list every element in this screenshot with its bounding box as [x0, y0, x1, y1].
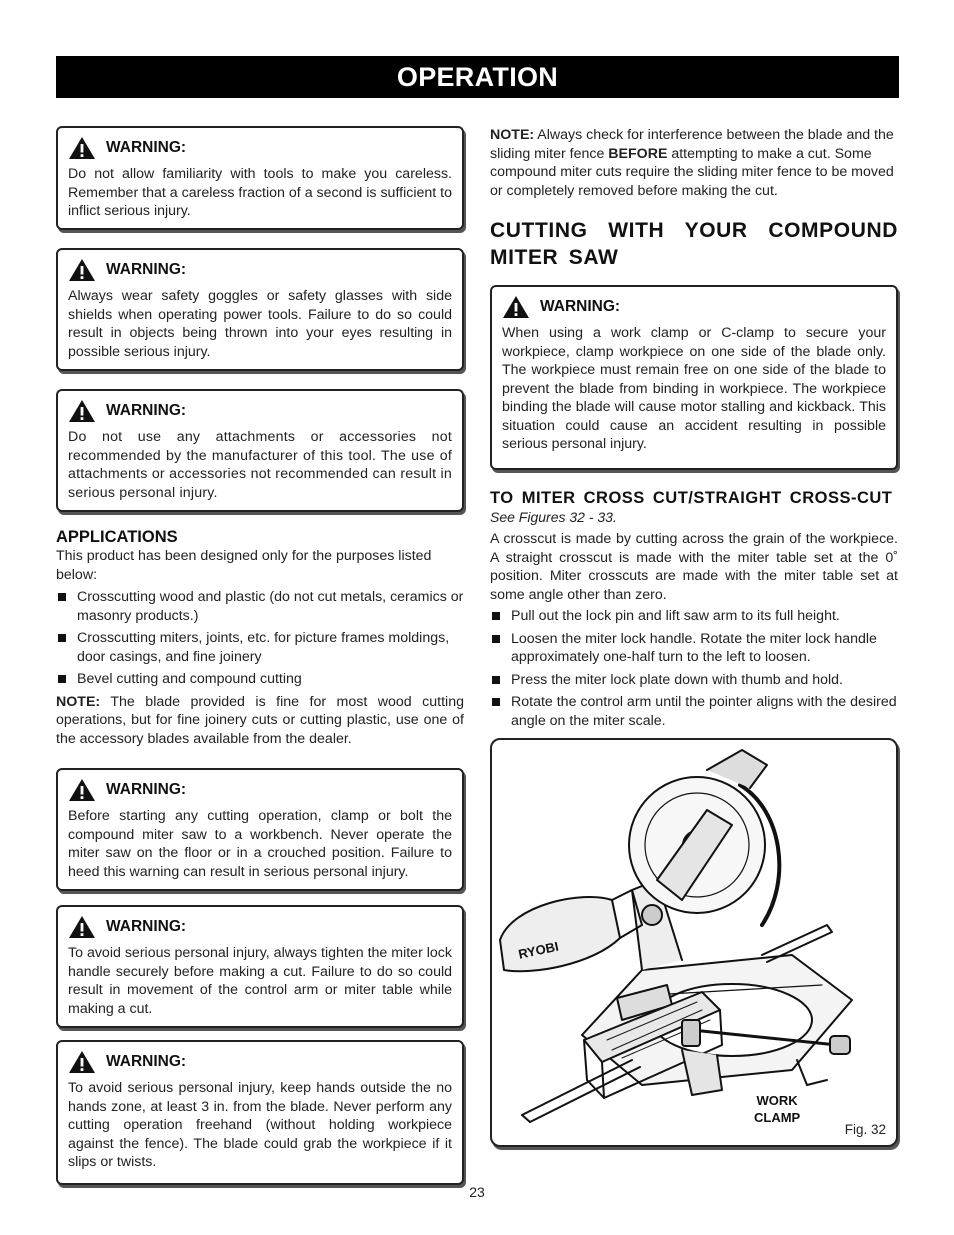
applications-list	[56, 588, 464, 689]
see-figures: See Figures 32 - 33.	[490, 509, 617, 525]
warning-label: WARNING:	[106, 402, 187, 419]
warning-triangle-icon	[68, 915, 96, 939]
warning-text: Do not allow familiarity with tools to make you careless. Remember that a careless fraction of a second is sufficient to inflict serious injury.	[68, 166, 452, 219]
warning-header	[68, 778, 452, 802]
warning-box-goggles	[56, 248, 464, 371]
label-line-1: WORK	[756, 1093, 798, 1108]
applications-note	[56, 693, 464, 749]
warning-text: Always wear safety goggles or safety glasses with side shields when operating power tools. Failure to do so could result in objects being thrown into your eyes resulting in possible serious injury.	[68, 288, 452, 360]
note-label: NOTE:	[490, 127, 535, 143]
list-item: Crosscutting wood and plastic (do not cut metals, ceramics or masonry products.)	[56, 588, 464, 625]
warning-text: To avoid serious personal injury, keep hands outside the no hands zone, at least 3 in. from the blade. Never perform any cutting operation freehand (without holding workpiece against the fence). The blade could grab the workpiece if it slips or twists.	[68, 1080, 452, 1170]
fence-note	[490, 126, 898, 200]
note-text-b: attempting to make a cut. Some compound miter cuts require the sliding miter fence to be moved or completely removed before making the cut.	[490, 145, 894, 199]
figure-caption: Fig. 32	[844, 1122, 886, 1137]
warning-box-clamp-saw	[56, 768, 464, 891]
warning-text: Before starting any cutting operation, clamp or bolt the compound miter saw to a workbench. Never operate the miter saw on the floor or in a crouched position. Failure to heed this warning can result in serious personal injury.	[68, 808, 452, 880]
warning-header	[502, 295, 886, 319]
label-line-2: CLAMP	[754, 1110, 801, 1125]
warning-box-familiarity	[56, 126, 464, 230]
warning-triangle-icon	[68, 1050, 96, 1074]
warning-triangle-icon	[68, 778, 96, 802]
warning-label: WARNING:	[106, 1053, 187, 1070]
section-title: CUTTING WITH YOUR COMPOUND MITER SAW	[490, 219, 898, 269]
warning-header	[68, 915, 452, 939]
note-text: The blade provided is fine for most wood cutting operations, but for fine joinery cuts or cutting plastic, use one of the accessory blades available from the dealer.	[56, 693, 464, 747]
crosscut-intro: A crosscut is made by cutting across the grain of the workpiece. A straight crosscut is made with the miter table set at the 0˚ position. Miter crosscuts are made with the miter table set at some angle other than zero.	[490, 531, 898, 603]
subsection-title: TO MITER CROSS CUT/STRAIGHT CROSS-CUT	[490, 489, 893, 507]
list-item: Loosen the miter lock handle. Rotate the miter lock handle approximately one-half turn to the left to loosen.	[490, 630, 898, 667]
brand-logo: RYOBI	[516, 938, 560, 962]
list-item: Pull out the lock pin and lift saw arm to its full height.	[490, 607, 898, 626]
applications-section	[56, 528, 464, 748]
list-item: Rotate the control arm until the pointer aligns with the desired angle on the miter scale.	[490, 693, 898, 730]
left-column	[56, 126, 464, 1185]
note-text-a: Always check for interference between the blade and the sliding miter fence	[490, 127, 894, 162]
applications-title: APPLICATIONS	[56, 528, 178, 546]
list-item: Bevel cutting and compound cutting	[56, 670, 464, 689]
warning-triangle-icon	[68, 258, 96, 282]
warning-header	[68, 399, 452, 423]
list-item: Press the miter lock plate down with thumb and hold.	[490, 671, 898, 690]
miter-saw-illustration	[492, 740, 896, 1145]
warning-box-work-clamp	[490, 285, 898, 470]
warning-label: WARNING:	[106, 139, 187, 156]
right-column	[490, 126, 898, 1147]
warning-triangle-icon	[68, 136, 96, 160]
warning-text: To avoid serious personal injury, always tighten the miter lock handle securely before making a cut. Failure to do so could result in movement of the control arm or miter table while making a cut.	[68, 945, 452, 1017]
page-number: 23	[469, 1184, 485, 1200]
list-item: Crosscutting miters, joints, etc. for picture frames moldings, door casings, and fine joinery	[56, 629, 464, 666]
warning-header	[68, 136, 452, 160]
warning-label: WARNING:	[106, 918, 187, 935]
figure-32	[490, 738, 898, 1147]
warning-text: When using a work clamp or C-clamp to secure your workpiece, clamp workpiece on one side of the blade only. The workpiece must remain free on one side of the blade to prevent the blade from binding in workpiece. The workpiece binding the blade will cause motor stalling and kickback. This situation could cause an accident resulting in possible serious personal injury.	[502, 325, 886, 452]
warning-box-miter-lock	[56, 905, 464, 1028]
warning-text: Do not use any attachments or accessories not recommended by the manufacturer of this tool. The use of attachments or accessories not recommended can result in serious personal injury.	[68, 429, 452, 501]
warning-box-no-hands-zone	[56, 1040, 464, 1185]
warning-header	[68, 1050, 452, 1074]
page-title: OPERATION	[56, 56, 899, 98]
warning-box-attachments	[56, 389, 464, 512]
warning-label: WARNING:	[540, 298, 621, 315]
note-label: NOTE:	[56, 693, 101, 710]
warning-triangle-icon	[68, 399, 96, 423]
warning-label: WARNING:	[106, 261, 187, 278]
warning-header	[68, 258, 452, 282]
warning-triangle-icon	[502, 295, 530, 319]
applications-intro: This product has been designed only for the purposes listed below:	[56, 548, 432, 583]
warning-label: WARNING:	[106, 781, 187, 798]
note-bold: BEFORE	[608, 145, 668, 162]
steps-list	[490, 607, 898, 730]
work-clamp-label	[754, 1092, 800, 1126]
